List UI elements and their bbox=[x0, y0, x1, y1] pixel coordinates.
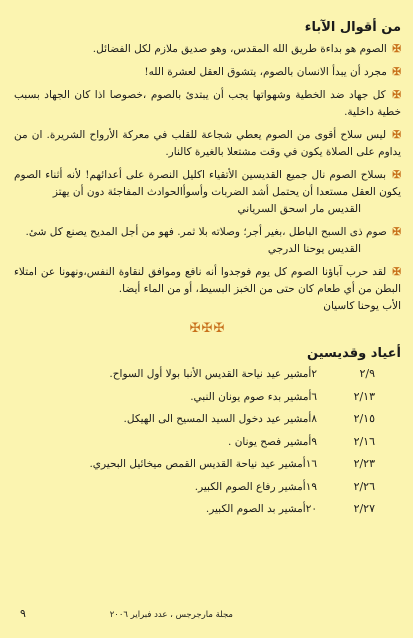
feast-item bbox=[14, 390, 401, 413]
saying-item bbox=[14, 264, 401, 315]
saying-text: مجرد أن يبدأ الانسان بالصوم، يتشوق العقل لعشرة الله! bbox=[144, 66, 387, 78]
feast-item bbox=[14, 502, 401, 525]
feast-date: ٢/٢٣ bbox=[353, 457, 375, 470]
feast-date: ٢/٩ bbox=[359, 367, 375, 380]
feasts-section-title: أعياد وقديسين bbox=[307, 346, 401, 361]
saying-item bbox=[14, 224, 401, 258]
feast-item bbox=[14, 412, 401, 435]
feast-item bbox=[14, 367, 401, 390]
saying-text: كل جهاد ضد الخطية وشهواتها يجب أن يبتدئ بالصوم ،خصوصا اذا كان الجهاد بسبب خطية داخلية. bbox=[14, 89, 401, 118]
saying-attribution: القديس يوحنا الدرجي bbox=[267, 243, 361, 255]
coptic-cross-icon: ✠ bbox=[392, 43, 401, 55]
feast-date: ٢/٢٧ bbox=[353, 502, 375, 515]
saying-text: صوم ذى السبح الباطل ،بغير أجر؛ وصلاته بلا ثمر. فهو من أجل المديح يصنع كل شئ. bbox=[25, 226, 387, 238]
saying-item bbox=[14, 41, 401, 58]
coptic-cross-icon: ✠ bbox=[392, 129, 401, 141]
feast-item bbox=[14, 457, 401, 480]
feast-date: ٢/١٣ bbox=[353, 389, 375, 403]
feast-date: ٢/١٥ bbox=[353, 412, 375, 425]
feast-item bbox=[14, 435, 401, 458]
saying-text: الصوم هو بداءة طريق الله المقدس، وهو صديق ملازم لكل الفضائل. bbox=[92, 43, 387, 55]
page-number: ٩ bbox=[20, 607, 26, 620]
saying-item bbox=[14, 127, 401, 161]
saying-attribution: الأب يوحنا كاسيان bbox=[323, 300, 401, 312]
feast-text: ١٩أمشير رفاع الصوم الكبير. bbox=[194, 480, 317, 493]
coptic-cross-icon: ✠ bbox=[392, 226, 401, 238]
publication-name: مجلة مارجرجس ، عدد فبراير ٢٠٠٦ bbox=[109, 610, 233, 620]
feast-text: ٦أمشير بدء صوم يونان النبي. bbox=[190, 390, 317, 403]
saying-text: بسلاح الصوم نال جميع القديسين الأتقياء اكليل النصرة على أعدائهم! لأنه أثناء الصوم يكون العقل مستعدا أن يحتمل أشد الضربات وأسوأالحوادث المفاجئة دون أن يهتز bbox=[14, 169, 401, 198]
saying-item bbox=[14, 64, 401, 81]
saying-item bbox=[14, 167, 401, 218]
feast-item bbox=[14, 480, 401, 503]
coptic-cross-icon: ✠ bbox=[392, 266, 401, 278]
feasts-list bbox=[14, 367, 401, 525]
sayings-list bbox=[14, 41, 401, 315]
feast-date: ٢/٢٦ bbox=[353, 479, 375, 493]
feast-text: ١٦أمشير عيد نياحة القديس القمص ميخائيل البحيري. bbox=[89, 458, 317, 470]
page-content bbox=[14, 20, 401, 525]
saying-attribution: القديس مار اسحق السرياني bbox=[237, 203, 361, 215]
feast-text: ٢أمشير عيد نياحة القديس الأنبا بولا أول السواح. bbox=[109, 368, 317, 380]
feast-text: ٢٠أمشير بد الصوم الكبير. bbox=[205, 503, 317, 515]
feast-date: ٢/١٦ bbox=[353, 434, 375, 448]
saying-item bbox=[14, 87, 401, 121]
feast-text: ٨أمشير عيد دخول السيد المسيح الى الهيكل. bbox=[123, 413, 317, 425]
triple-cross-divider-icon: ✠✠✠ bbox=[189, 321, 226, 336]
coptic-cross-icon: ✠ bbox=[392, 89, 401, 101]
saying-text: ليس سلاح أقوى من الصوم يعطي شجاعة للقلب في معركة الأرواح الشريرة. ان من يداوم على الصلاة يكون في وقت مشتعلا بالغيرة كالنار. bbox=[14, 129, 401, 158]
feast-text: ٩أمشير فصح يونان . bbox=[228, 435, 317, 448]
coptic-cross-icon: ✠ bbox=[392, 169, 401, 181]
sayings-section-title: من أقوال الآباء bbox=[304, 20, 401, 35]
saying-text: لقد حرب آباؤنا الصوم كل يوم فوجدوا أنه نافع وموافق لنقاوة النفس،ونهونا عن امتلاء البطن من أي طعام كان حتى من الخبز البسيط، أو من الماء أيضا. bbox=[14, 266, 401, 295]
coptic-cross-icon: ✠ bbox=[392, 66, 401, 78]
